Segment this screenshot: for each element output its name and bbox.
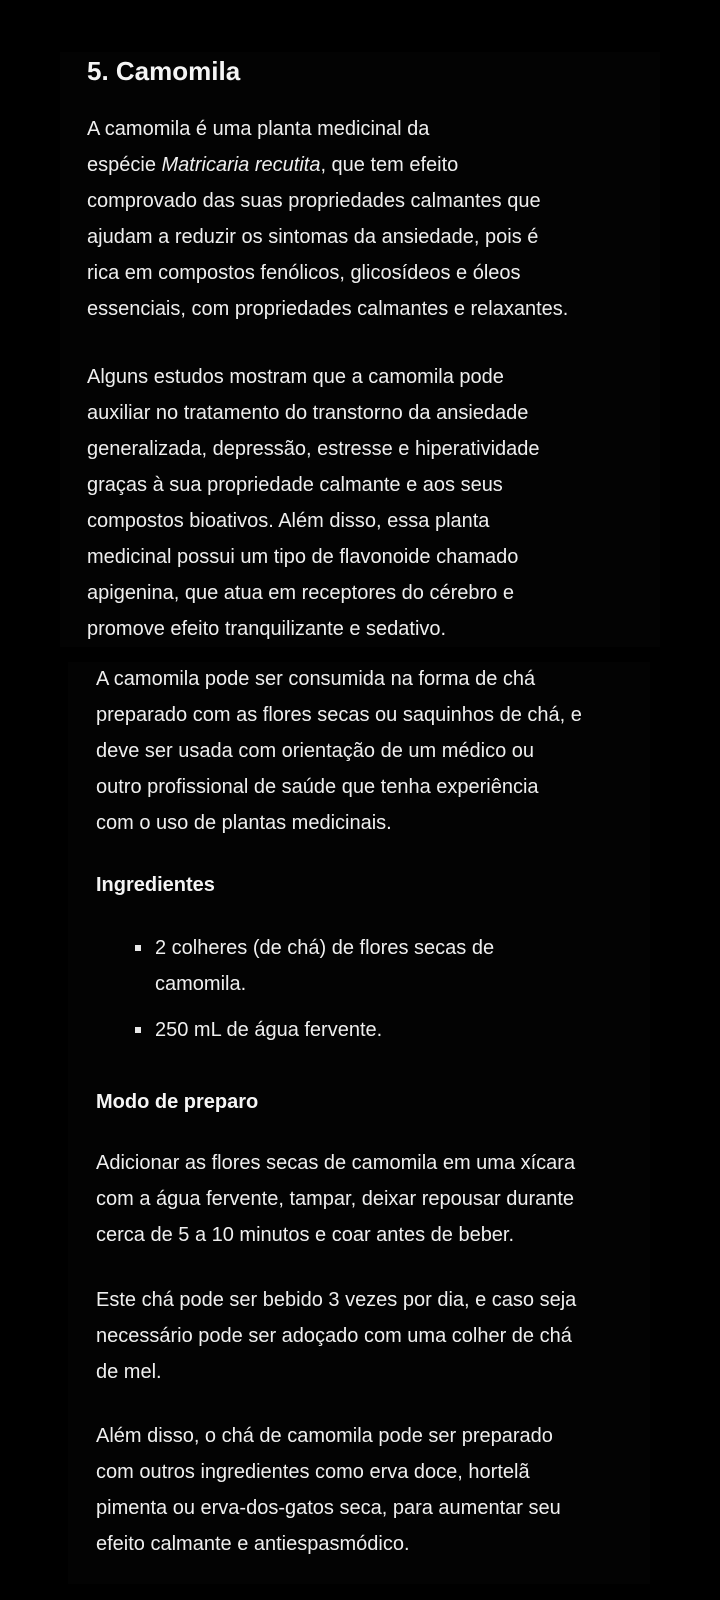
intro-line: A camomila é uma planta medicinal da	[87, 118, 430, 140]
dosage-line: Este chá pode ser bebido 3 vezes por dia, e caso seja	[96, 1289, 577, 1311]
preparation-line: cerca de 5 a 10 minutos e coar antes de beber.	[96, 1224, 515, 1246]
ingredient-item	[135, 930, 494, 1002]
intro-paragraph	[87, 111, 568, 327]
studies-line: auxiliar no tratamento do transtorno da ansiedade	[87, 402, 529, 424]
intro-line: ajudam a reduzir os sintomas da ansiedade, pois é	[87, 226, 539, 248]
ingredient-line: 250 mL de água fervente.	[155, 1019, 383, 1041]
usage-line: outro profissional de saúde que tenha experiência	[96, 776, 539, 798]
ingredients-list-continued	[135, 1012, 382, 1048]
ingredients-list	[135, 930, 494, 1002]
ingredient-line: camomila.	[155, 973, 247, 995]
studies-line: compostos bioativos. Além disso, essa planta	[87, 510, 490, 532]
studies-line: medicinal possui um tipo de flavonoide chamado	[87, 546, 519, 568]
dosage-line: necessário pode ser adoçado com uma colher de chá	[96, 1325, 572, 1347]
dosage-paragraph	[96, 1282, 576, 1390]
variation-line: com outros ingredientes como erva doce, hortelã	[96, 1461, 530, 1483]
studies-line: graças à sua propriedade calmante e aos seus	[87, 474, 503, 496]
preparation-heading: Modo de preparo	[96, 1091, 259, 1113]
preparation-line: com a água fervente, tampar, deixar repousar durante	[96, 1188, 575, 1210]
usage-line: deve ser usada com orientação de um médico ou	[96, 740, 535, 762]
dosage-line: de mel.	[96, 1361, 162, 1383]
intro-line: rica em compostos fenólicos, glicosídeos e óleos	[87, 262, 521, 284]
variation-line: efeito calmante e antiespasmódico.	[96, 1533, 410, 1555]
intro-line: essenciais, com propriedades calmantes e relaxantes.	[87, 298, 569, 320]
bullet-icon	[135, 945, 141, 951]
preparation-steps	[96, 1145, 575, 1253]
variation-line: Além disso, o chá de camomila pode ser preparado	[96, 1425, 553, 1447]
studies-line: promove efeito tranquilizante e sedativo.	[87, 618, 447, 640]
intro-line: espécie Matricaria recutita, que tem efeito	[87, 154, 459, 176]
bullet-icon	[135, 1027, 141, 1033]
ingredient-line: 2 colheres (de chá) de flores secas de	[155, 937, 495, 959]
usage-line: com o uso de plantas medicinais.	[96, 812, 392, 834]
ingredients-heading: Ingredientes	[96, 874, 215, 896]
usage-paragraph	[96, 661, 582, 841]
usage-line: A camomila pode ser consumida na forma de chá	[96, 668, 536, 690]
usage-line: preparado com as flores secas ou saquinhos de chá, e	[96, 704, 582, 726]
studies-line: apigenina, que atua em receptores do cérebro e	[87, 582, 514, 604]
ingredient-item	[135, 1012, 382, 1048]
studies-paragraph	[87, 359, 540, 647]
variation-paragraph	[96, 1418, 561, 1562]
variation-line: pimenta ou erva-dos-gatos seca, para aumentar seu	[96, 1497, 561, 1519]
preparation-line: Adicionar as flores secas de camomila em uma xícara	[96, 1152, 576, 1174]
species-name: Matricaria recutita	[161, 154, 321, 176]
section-title: 5. Camomila	[87, 56, 241, 86]
studies-line: Alguns estudos mostram que a camomila pode	[87, 366, 504, 388]
intro-line: comprovado das suas propriedades calmantes que	[87, 190, 541, 212]
studies-line: generalizada, depressão, estresse e hiperatividade	[87, 438, 540, 460]
